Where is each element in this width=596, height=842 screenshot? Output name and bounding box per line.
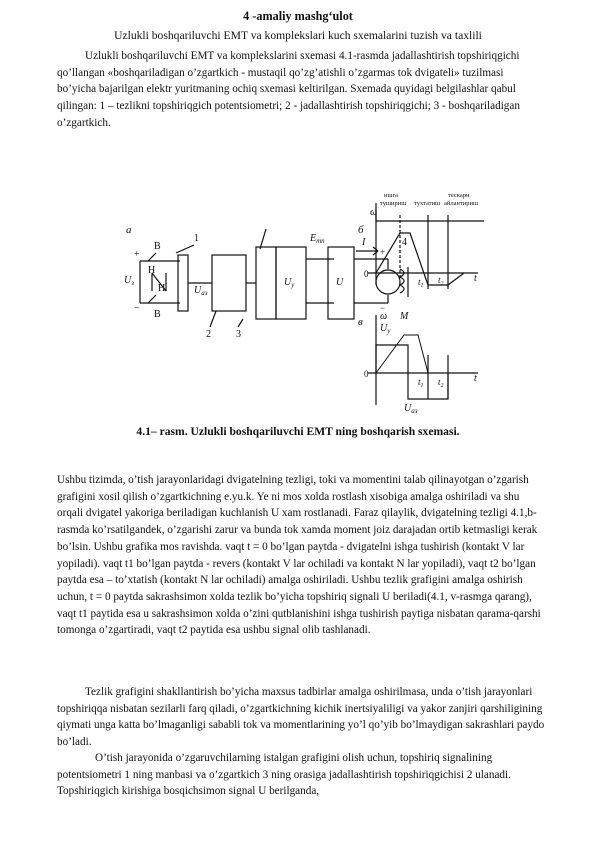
- t1-v: $t_1$: [418, 377, 424, 389]
- u3-label: $U_з$: [124, 275, 134, 287]
- label-v: в: [358, 316, 363, 328]
- t1-b: $t_1$: [418, 277, 424, 289]
- t2-v: $t_2$: [438, 377, 444, 389]
- t2-b: $t_2$: [438, 275, 444, 287]
- phase-start-top: ишга: [384, 192, 399, 199]
- phase-start-bottom: тушириш: [380, 200, 407, 207]
- num-3: 3: [236, 329, 241, 340]
- t-axis-v: t: [474, 373, 477, 384]
- plus-motor: +: [380, 247, 386, 257]
- uy-graph: $U_у$: [380, 323, 391, 335]
- figure-caption: 4.1– rasm. Uzlukli boshqariluvchi EMT ning boshqarish sxemasi.: [136, 425, 460, 438]
- num-1: 1: [194, 233, 199, 244]
- circuit-and-graphs: [118, 185, 496, 415]
- document-subtitle: Uzlukli boshqariluvchi EMT va komplekslari kuch sxemalarini tuzish va taxlili: [114, 29, 482, 42]
- uaz-graph: $U_{аз}$: [404, 403, 418, 415]
- zero-v: 0: [364, 369, 369, 379]
- phase-reverse-bottom: айлантириш: [444, 200, 479, 207]
- phase-reverse-top: тескари: [448, 192, 470, 199]
- num-2: 2: [206, 329, 211, 340]
- block-3: [256, 247, 276, 319]
- omega-axis: ω: [370, 207, 378, 218]
- label-b: б: [358, 224, 364, 236]
- paragraph-2: Ushbu tizimda, o’tish jarayonlaridagi dvigatelning tezligi, toki va momentini talab qilinayotgan o’zgarish grafigini xosil qilish o’zgartkichning e.yu.k. Ye ni mos xolda rostlash xisobiga amalga oshiriladi va shu orqali dvigatel yakoriga beriladigan kuchlanish U xam rostlanadi. Faraz qilaylik, dvigatelning tezligi 4.1,b-rasmda ko’rsatilgandek, o’zgarishi zarur va bunda tok xamda moment joiz darajadan ortib ketmasligi kerak bo’lsin. Ushbu grafika mos ravishda. vaqt t = 0 bo’lgan paytda - dvigatelni ishga tushirish (kontakt V lar yopiladi). vaqt t1 bo’lgan paytda - revers (kontakt V lar ochiladi va kontakt N lar yopiladi), vaqt t2 bo’lgan paytda esa – to’xtatish (kontakt N lar ochiladi) amalga oshiriladi. Ushbu tezlik grafigini amalga oshirish uchun, t = 0 paytda sakrashsimon xolda tezlik bo’yicha topshiriq signali U beriladi(4.1, v-rasmga qarang), vaqt t1 paytida esa u sakrashsimon xolda o’zini qutblanishini ishga tushirish paytiga nisbatan qarama-qarshi tomonga o’zgartiradi, vaqt t2 paytida esa ushbu signal olib tashlanadi.: [57, 474, 541, 637]
- paragraph-3: Tezlik grafigini shakllantirish bo’yicha maxsus tadbirlar amalga oshirilmasa, unda o’tish jarayonlari topshiriqqa nisbatan sezilarli farq qiladi, o’zgartkichning kichik inertsiyaliligi va yakor zanjiri qarshiligining qiymati unga katta bo’lmaganligi sababli tok va momentlarining yo’l qo’yib bo’lmaydigan sakrashlari paydo bo’ladi.: [57, 686, 545, 749]
- paragraph-1: Uzlukli boshqariluvchi EMT va komplekslarini sxemasi 4.1-rasmda jadallashtirish topshiriqgichi qo’llangan «boshqariladigan o’zgartkich - mustaqil qo’zg’atishli o’zgarmas tok dvigateli» tuzilmasi bo’yicha bajarilgan elektr yuritmaning ochiq sxemasi keltirilgan. Sxemada quyidagi belgilashlar qabul qilingan: 1 – tezlikni topshiriqgich potentsiometri; 2 - jadallashtirish topshiriqgichi; 3 - boshqariladigan o’zgartkich.: [57, 50, 520, 129]
- motor-label: M: [400, 311, 409, 322]
- plus-sign: +: [134, 249, 140, 260]
- graph-v-step-curve: [376, 345, 448, 399]
- num-4: 4: [402, 237, 407, 248]
- t-axis-b: t: [474, 273, 477, 284]
- motor-circle: [376, 270, 400, 294]
- minus-motor: −: [380, 303, 386, 313]
- zero-b: 0: [364, 269, 369, 279]
- omega-motor: ω: [380, 311, 388, 322]
- contact-h-top: H: [148, 265, 156, 276]
- current-label: I: [362, 237, 366, 248]
- figure-4-1: [118, 185, 496, 415]
- document-title: 4 -amaliy mashg‘ulot: [243, 9, 353, 23]
- block-2: [212, 255, 246, 311]
- contact-h-bottom: H: [158, 283, 166, 294]
- contact-b-top: B: [154, 241, 161, 252]
- etn-label: $E_{тп}$: [310, 233, 325, 245]
- contact-b-bottom: B: [154, 309, 161, 320]
- phase-stop: тухтатиш: [414, 200, 441, 207]
- uy-label: $U_у$: [284, 277, 295, 289]
- label-a: a: [126, 224, 132, 236]
- minus-sign: −: [134, 303, 140, 314]
- uaz-label: $U_{аз}$: [194, 285, 208, 297]
- u-label: U: [336, 277, 344, 288]
- paragraph-4: O’tish jarayonida o’zgaruvchilarning istalgan grafigini olish uchun, topshiriq signalining potentsiometri 1 ning manbasi va o’zgartkich 3 ning orasiga jadallashtirish topshiriqgichisi 2 ulanadi. Topshiriqgich kirishiga bosqichsimon signal U berilganda,: [57, 752, 511, 798]
